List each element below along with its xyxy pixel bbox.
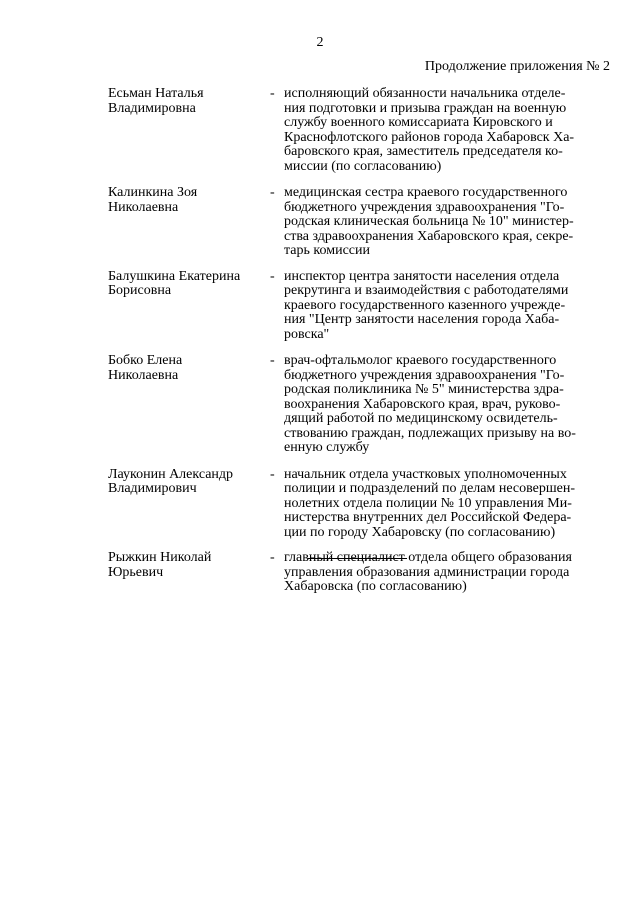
- member-role: инспектор центра занятости населения отдела рекрутинга и взаимодействия с работодателями краевого государственного казенного учрежде- ния "Центр занятости населения города Хаба- ровска": [284, 268, 569, 342]
- annex-note: Продолжение приложения № 2: [424, 59, 610, 74]
- member-role: врач-офтальмолог краевого государственного бюджетного учреждения здравоохранения "Го- родская поликлиника № 5" министерства здра- воохранения Хабаровского края, врач, руково- дящий работой по медицинскому освидетель- ствованию граждан, подлежащих призыву на во- енную службу: [284, 353, 576, 455]
- end-divider: [308, 558, 407, 559]
- member-name: Есьман Наталья Владимировна: [108, 86, 204, 116]
- member-name: Калинкина Зоя Николаевна: [108, 185, 198, 215]
- member-name: Рыжкин Николай Юрьевич: [108, 550, 212, 580]
- member-name: Бобко Елена Николаевна: [108, 353, 183, 383]
- member-name: Балушкина Екатерина Борисовна: [108, 268, 241, 298]
- member-row: [108, 87, 605, 174]
- member-dash: -: [270, 550, 275, 565]
- member-name: Лауконин Александр Владимирович: [108, 466, 234, 496]
- member-dash: -: [270, 466, 275, 482]
- member-row: [108, 270, 605, 343]
- member-row: [108, 186, 605, 259]
- member-role: главный специалист отдела общего образования управления образования администрации города Хабаровска (по согласованию): [284, 550, 572, 594]
- member-dash: -: [270, 268, 275, 284]
- member-dash: -: [270, 86, 275, 101]
- member-dash: -: [270, 353, 275, 368]
- member-role: исполняющий обязанности начальника отделе- ния подготовки и призыва граждан на военную службу военного комиссариата Кировского и Краснофлотского районов города Хабаровск Ха- баровского края, заместитель председателя ко- миссии (по согласованию): [284, 86, 575, 174]
- member-role: начальник отдела участковых уполномоченных полиции и подразделений по делам несовершен- нолетних отдела полиции № 10 управления Ми- нистерства внутренних дел Российской Федера- ции по городу Хабаровску (по согласованию): [284, 466, 576, 540]
- member-row: [108, 468, 605, 541]
- page-number: 2: [316, 35, 324, 50]
- member-row: [108, 354, 605, 456]
- member-list: [108, 87, 605, 595]
- member-role: медицинская сестра краевого государственного бюджетного учреждения здравоохранения "Го- родская клиническая больница № 10" министер- ства здравоохранения Хабаровского края, секре- тарь комиссии: [284, 185, 574, 258]
- member-dash: -: [270, 185, 275, 200]
